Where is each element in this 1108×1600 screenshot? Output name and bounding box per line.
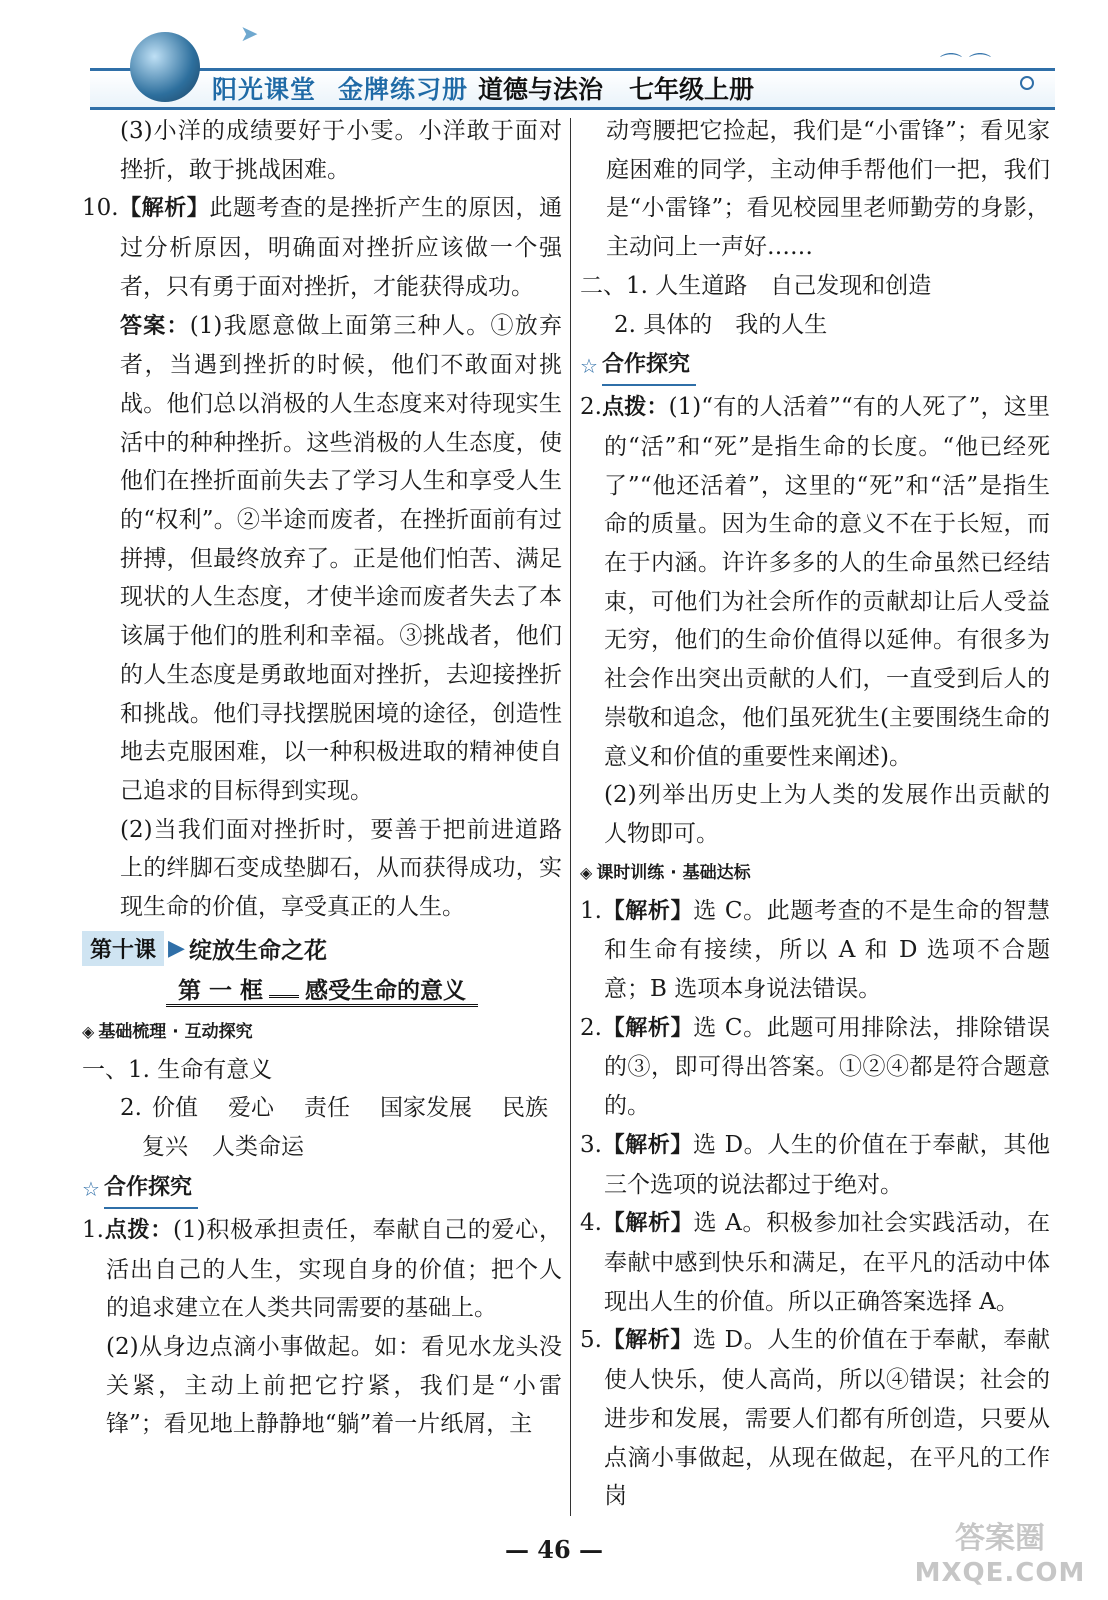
- birds-icon: ⌒ ⌒: [940, 53, 991, 78]
- answer-tag: 答案：: [120, 313, 190, 339]
- analysis-tag: 【解析】: [118, 196, 210, 222]
- section-title: 课时训练 · 基础达标: [596, 862, 751, 883]
- diamond-icon: ◈: [580, 862, 593, 882]
- section-cooperate: [580, 346, 1050, 386]
- analysis-text: 选 D。人生的价值在于奉献，其他三个选项的说法都过于绝对。: [604, 1131, 1050, 1198]
- watermark: [900, 1520, 1100, 1592]
- continued-text: 动弯腰把它捡起，我们是“小雷锋”；看见家庭困难的同学，主动伸手帮他们一把，我们是“小雷锋”；看见校园里老师勤劳的身影，主动问上一声好……: [606, 118, 1050, 261]
- question-number: 1.: [82, 1216, 104, 1243]
- question-1: [82, 1211, 562, 1328]
- list-item: [82, 1128, 562, 1167]
- term: 复兴: [142, 1134, 188, 1161]
- section-title: 合作探究: [602, 346, 696, 386]
- star-icon: ☆: [82, 1176, 100, 1201]
- analysis-text: 选 C。此题考查的不是生命的智慧和生命有接续，所以 A 和 D 选项不合题意；B 选项本身说法错误。: [604, 897, 1050, 1003]
- list-item: [82, 1089, 562, 1128]
- series-title: [212, 70, 468, 106]
- answer-paragraph-2: (2)当我们面对挫折时，要善于把前进道路上的绊脚石变成垫脚石，从而获得成功，实现生命的价值，享受真正的人生。: [120, 816, 562, 921]
- left-column: [82, 112, 562, 1444]
- answer-item: [580, 1009, 1050, 1126]
- analysis-tag: 【解析】: [601, 898, 694, 924]
- question-10: [82, 189, 562, 306]
- subject: 道德与法治: [478, 75, 604, 104]
- hint-tag: 点拨：: [601, 395, 669, 421]
- answer-block: [82, 307, 562, 811]
- answer-item: [580, 1204, 1050, 1321]
- section-title: 合作探究: [104, 1169, 198, 1209]
- question-number: 4.: [580, 1210, 602, 1237]
- analysis-tag: 【解析】: [601, 1132, 694, 1158]
- answer-item: [580, 892, 1050, 1009]
- watermark-bottom: MXQE.COM: [914, 1558, 1086, 1588]
- question-number: 3.: [580, 1131, 602, 1158]
- frame-label: 第 一 框: [172, 978, 269, 1007]
- subject-title: [478, 70, 754, 106]
- term: 价值: [151, 1095, 198, 1122]
- analysis-text: 此题考查的是挫折产生的原因，通过分析原因，明确面对挫折应该做一个强者，只有勇于面对挫折，才能获得成功。: [120, 195, 562, 300]
- globe-icon: [130, 32, 200, 102]
- hint-paragraph-2: (2)列举出历史上为人类的发展作出贡献的人物即可。: [604, 782, 1050, 847]
- series-left: 阳光课堂: [212, 75, 317, 104]
- term: 国家发展: [379, 1095, 472, 1122]
- analysis-tag: 【解析】: [601, 1328, 694, 1354]
- frame-title: [82, 969, 562, 1013]
- answer-item: [580, 1321, 1050, 1516]
- term: 责任: [303, 1095, 350, 1122]
- answer-item: [580, 1126, 1050, 1204]
- analysis-text: 选 A。积极参加社会实践活动，在奉献中感到快乐和满足，在平凡的活动中体现出人生的价值。所以正确答案选择 A。: [604, 1210, 1050, 1315]
- section-title: 基础梳理 · 互动探究: [98, 1021, 253, 1042]
- star-icon: ☆: [580, 354, 598, 379]
- analysis-text: 选 C。此题可用排除法，排除错误的③，即可得出答案。①②④都是符合题意的。: [604, 1014, 1050, 1120]
- question-number: 10.: [82, 195, 119, 222]
- hint-text: (1)“有的人活着”“有的人死了”，这里的“活”和“死”是指生命的长度。“他已经死了”“他还活着”，这里的“死”和“活”是指生命的质量。因为生命的意义不在于长短，而在于内涵。许许多多的人的生命虽然已经结束，可他们为社会所作的贡献却让后人受益无穷，他们的生命价值得以延伸。有很多为社会作出突出贡献的人们，一直受到后人的崇敬和追念，他们虽死犹生(主要围绕生命的意义和价值的重要性来阐述)。: [604, 394, 1050, 770]
- answer-text: (1)我愿意做上面第三种人。①放弃者，当遇到挫折的时候，他们不敢面对挑战。他们总以消极的人生态度来对待现实生活中的种种挫折。这些消极的人生态度，使他们在挫折面前失去了学习人生和享受人生的“权利”。②半途而废者，在挫折面前有过拼搏，但最终放弃了。正是他们怕苦、满足现状的人生态度，才使半途而废者失去了本该属于他们的胜利和幸福。③挑战者，他们的人生态度是勇敢地面对挫折，去迎接挫折和挑战。他们寻找摆脱困境的途径，创造性地去克服困难，以一种积极进取的精神使自己追求的目标得到实现。: [120, 312, 562, 804]
- hint-paragraph-2: (2)从身边点滴小事做起。如：看见水龙头没关紧，主动上前把它拧紧，我们是“小雷锋”；看见地上静静地“躺”着一片纸屑，主: [106, 1333, 562, 1438]
- question-number: 5.: [580, 1327, 602, 1354]
- diamond-icon: ◈: [82, 1021, 95, 1041]
- series-right: 金牌练习册: [338, 75, 469, 104]
- item-number: 2.: [120, 1095, 142, 1122]
- lesson-badge: 第十课: [82, 931, 164, 966]
- term: 爱心: [227, 1095, 274, 1122]
- question-2: [580, 388, 1050, 776]
- list-item: 2. 具体的 我的人生: [614, 311, 828, 338]
- question-number: 1.: [580, 897, 602, 924]
- lesson-title: 绽放生命之花: [188, 938, 327, 965]
- paper-plane-icon: ➤: [240, 22, 259, 47]
- hint-tag: 点拨：: [103, 1217, 173, 1243]
- question-number: 2.: [580, 394, 602, 421]
- watermark-top: 答案圈: [955, 1521, 1045, 1556]
- right-column: [580, 112, 1050, 1516]
- section-cooperate: [82, 1169, 562, 1209]
- column-divider: [570, 118, 571, 1516]
- page-number: — 46 —: [504, 1535, 604, 1564]
- arrow-icon: ▶: [168, 936, 185, 962]
- grade: 七年级上册: [629, 75, 755, 104]
- lesson-heading: [82, 929, 562, 969]
- answer-paragraph: (3)小洋的成绩要好于小雯。小洋敢于面对挫折，敢于挑战困难。: [120, 118, 562, 183]
- header-dot: [1020, 76, 1034, 90]
- section-basic: [82, 1013, 562, 1051]
- question-number: 2.: [580, 1014, 602, 1041]
- analysis-text: 选 D。人生的价值在于奉献，奉献使人快乐，使人高尚，所以④错误；社会的进步和发展，需要人们都有所创造，只要从点滴小事做起，从现在做起，在平凡的工作岗: [604, 1327, 1050, 1510]
- analysis-tag: 【解析】: [601, 1015, 694, 1041]
- term: 人类命运: [212, 1134, 304, 1161]
- hint-text: (1)积极承担责任，奉献自己的爱心，活出自己的人生，实现自身的价值；把个人的追求建立在人类共同需要的基础上。: [106, 1216, 562, 1322]
- page-header: [80, 18, 1060, 110]
- list-item: 一、1. 生命有意义: [82, 1056, 273, 1083]
- analysis-tag: 【解析】: [601, 1211, 694, 1237]
- section-practice: [580, 854, 1050, 892]
- frame-name: 感受生命的意义: [299, 978, 472, 1007]
- list-item: 二、1. 人生道路 自己发现和创造: [580, 272, 932, 299]
- term: 民族: [501, 1095, 548, 1122]
